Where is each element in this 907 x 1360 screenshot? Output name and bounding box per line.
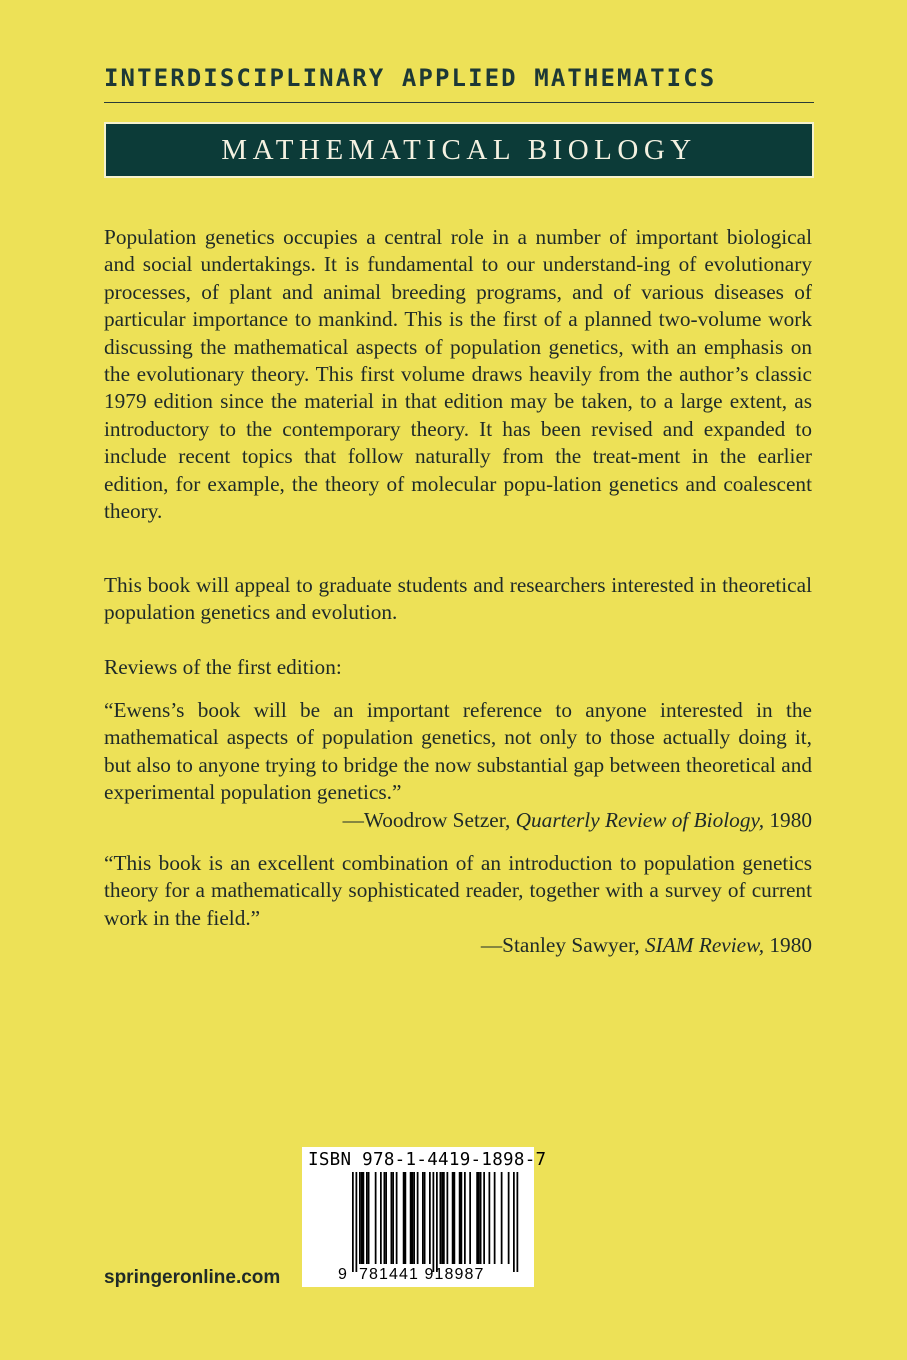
barcode-bar [352, 1172, 354, 1272]
description-block [104, 224, 812, 525]
barcode-bar [508, 1172, 510, 1264]
barcode-bar [476, 1172, 478, 1264]
barcode-bar [489, 1172, 491, 1264]
series-divider [104, 102, 814, 103]
barcode-bar [501, 1172, 503, 1264]
review-2-author: —Stanley Sawyer, [480, 933, 640, 958]
barcode-bar [380, 1172, 382, 1264]
audience-block [104, 572, 812, 627]
barcode-bar [478, 1172, 480, 1264]
review-1 [104, 697, 812, 834]
reviews-heading: Reviews of the first edition: [104, 655, 342, 679]
review-2-year: 1980 [769, 933, 812, 958]
barcode-bar [480, 1172, 482, 1264]
barcode-bar [459, 1172, 461, 1264]
isbn-label: ISBN 978-1-4419-1898-7 [308, 1150, 547, 1170]
barcode-bar [464, 1172, 466, 1264]
barcode-bar [413, 1172, 415, 1264]
barcode-bar [513, 1172, 515, 1272]
series-title: INTERDISCIPLINARY APPLIED MATHEMATICS [104, 64, 717, 92]
description-paragraph-2: This book will appeal to graduate students and researchers interested in theoretical population genetics and evolution. [104, 573, 812, 625]
barcode-bar [424, 1172, 426, 1264]
website-link: springeronline.com [104, 1267, 281, 1288]
barcode-bar [433, 1172, 435, 1272]
barcode-bar [384, 1172, 386, 1264]
barcode-bar [359, 1172, 361, 1264]
barcode-bar [422, 1172, 424, 1264]
isbn-barcode-box [302, 1147, 547, 1287]
review-1-source: Quarterly Review of Biology, [515, 807, 765, 832]
review-2-quote: “This book is an excellent combination of an introduction to population genetics theory for a mathematically sophisticated reader, together with a survey of current work in the field.” [104, 851, 812, 930]
barcode-bar [483, 1172, 485, 1264]
barcode-bar [366, 1172, 368, 1264]
barcode-bar [436, 1172, 438, 1272]
barcode-bar [412, 1172, 414, 1264]
barcode-bar [356, 1172, 358, 1272]
barcode-bar [361, 1172, 363, 1264]
subseries-title: MATHEMATICAL BIOLOGY [221, 133, 697, 166]
ean-first-digit: 9 [338, 1266, 347, 1283]
barcode-bar [452, 1172, 454, 1264]
description-paragraph-1: Population genetics occupies a central role in a number of important biological and social undertakings. It is fundamental to our understand-ing of evolutionary processes, of plant and animal breeding programs, and of various diseases of particular importance to mankind. This is the first of a planned two-volume work discussing the mathematical aspects of population genetics, with an emphasis on the evolutionary theory. This first volume draws heavily from the author’s classic 1979 edition since the material in that edition may be taken, to a large extent, as introductory to the contemporary theory. It has been revised and expanded to include recent topics that follow naturally from the treat-ment in the earlier edition, for example, the theory of molecular popu-lation genetics and coalescent theory. [104, 225, 812, 524]
barcode-bar [368, 1172, 370, 1264]
review-2-attribution [104, 932, 812, 959]
review-2 [104, 850, 812, 960]
ean-digits: 781441 918987 [359, 1266, 485, 1283]
barcode-bar [410, 1172, 412, 1264]
barcode-bar [517, 1172, 519, 1272]
barcode-bar [447, 1172, 449, 1264]
barcode-bar [494, 1172, 496, 1264]
barcode-bar [392, 1172, 394, 1264]
barcode-bar [385, 1172, 387, 1264]
review-1-author: —Woodrow Setzer, [342, 807, 511, 832]
barcode-bar [461, 1172, 463, 1264]
barcode-bar [403, 1172, 405, 1264]
barcode-bar [440, 1172, 442, 1264]
barcode-bar [391, 1172, 393, 1264]
barcode-bar [469, 1172, 471, 1264]
review-1-attribution [104, 807, 812, 834]
barcode-bar [454, 1172, 456, 1264]
review-1-quote: “Ewens’s book will be an important reference to anyone interested in the mathematical aspects of population genetics, not only to those actually doing it, but also to anyone trying to bridge the now substantial gap between theoretical and experimental population genetics.” [104, 698, 812, 805]
review-1-year: 1980 [769, 807, 812, 832]
barcode-bar [396, 1172, 398, 1264]
barcode-bar [405, 1172, 407, 1264]
barcode-bar [417, 1172, 419, 1264]
barcode-bar [375, 1172, 377, 1264]
subseries-banner [104, 122, 814, 178]
barcode-bar [441, 1172, 443, 1264]
barcode-bar [429, 1172, 431, 1264]
review-2-source: SIAM Review, [645, 933, 765, 958]
barcode-bar [363, 1172, 365, 1264]
barcode-bar [443, 1172, 445, 1264]
